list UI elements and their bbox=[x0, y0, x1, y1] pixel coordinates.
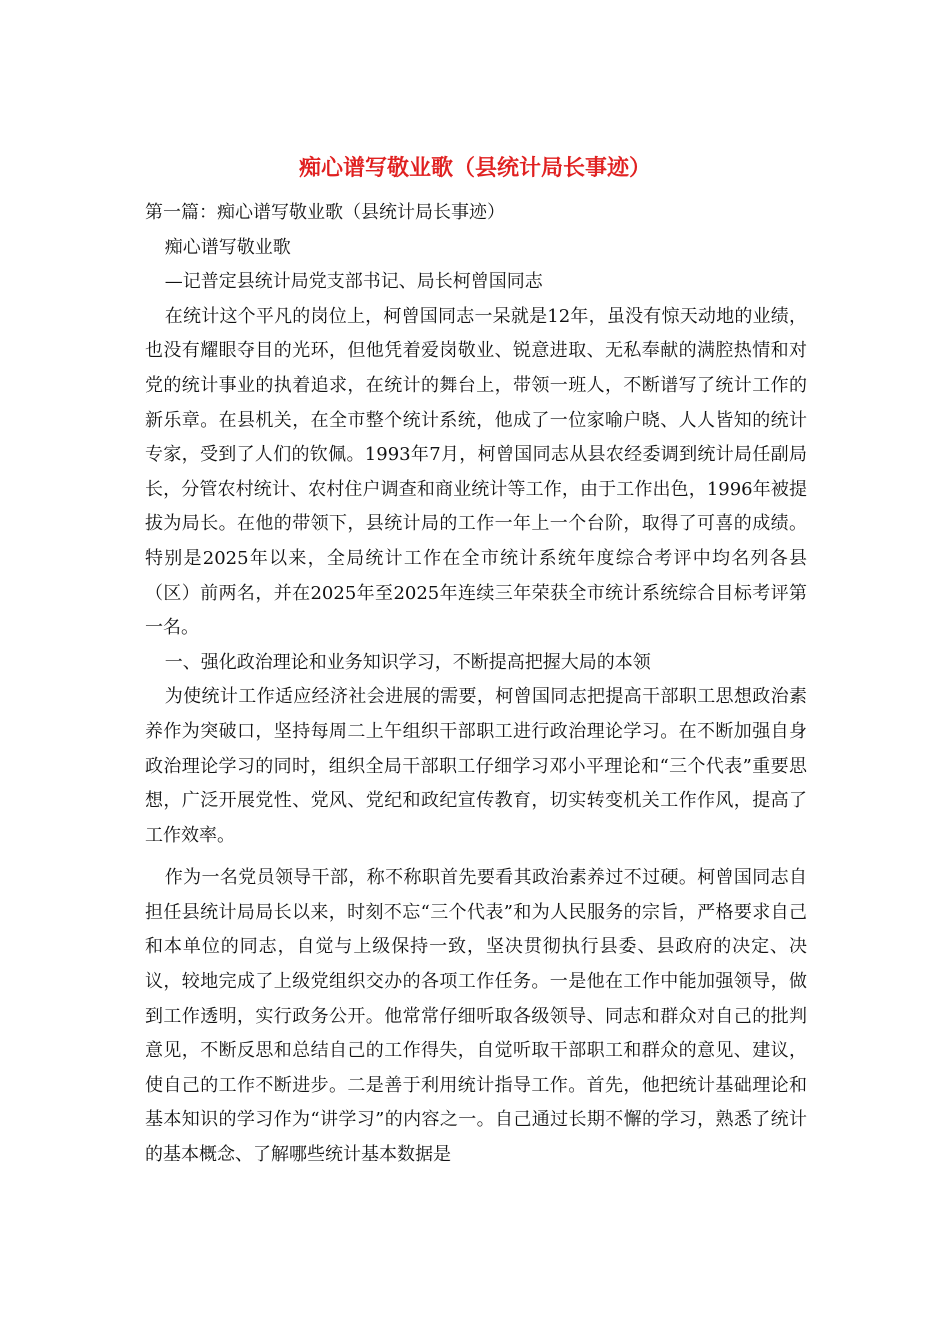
document-title: 痴心谱写敬业歌（县统计局长事迹） bbox=[298, 155, 651, 181]
document-body bbox=[145, 196, 807, 1173]
paragraph-body: 为使统计工作适应经济社会进展的需要，柯曾国同志把提高干部职工思想政治素养作为突破口，坚持每周二上午组织干部职工进行政治理论学习。在不断加强自身政治理论学习的同时，组织全局干部职工仔细学习邓小平理论和“三个代表”重要思想，广泛开展党性、党风、党纪和政纪宣传教育，切实转变机关工作作风，提高了工作效率。 bbox=[145, 686, 807, 846]
paragraph-article-title: 痴心谱写敬业歌 bbox=[164, 236, 291, 258]
paragraph-subtitle: —记普定县统计局党支部书记、局长柯曾国同志 bbox=[164, 271, 543, 293]
paragraph-chapter-heading: 第一篇：痴心谱写敬业歌（县统计局长事迹） bbox=[145, 202, 505, 223]
paragraph-body: 在统计这个平凡的岗位上，柯曾国同志一呆就是12年，虽没有惊天动地的业绩，也没有耀眼夺目的光环，但他凭着爱岗敬业、锐意进取、无私奉献的满腔热情和对党的统计事业的执着追求，在统计的舞台上，带领一班人，不断谱写了统计工作的新乐章。在县机关，在全市整个统计系统，他成了一位家喻户晓、人人皆知的统计专家，受到了人们的钦佩。1993年7月，柯曾国同志从县农经委调到统计局任副局长，分管农村统计、农村住户调查和商业统计等工作，由于工作出色，1996年被提拔为局长。在他的带领下，县统计局的工作一年上一个台阶，取得了可喜的成绩。特别是2025年以来，全局统计工作在全市统计系统年度综合考评中均名列各县（区）前两名，并在2025年至2025年连续三年荣获全市统计系统综合目标考评第一名。 bbox=[145, 305, 807, 639]
paragraph-section-heading: 一、强化政治理论和业务知识学习，不断提高把握大局的本领 bbox=[164, 651, 651, 673]
paragraph-body: 作为一名党员领导干部，称不称职首先要看其政治素养过不过硬。柯曾国同志自担任县统计局局长以来，时刻不忘“三个代表”和为人民服务的宗旨，严格要求自己和本单位的同志，自觉与上级保持一致，坚决贯彻执行县委、县政府的决定、决议，较地完成了上级党组织交办的各项工作任务。一是他在工作中能加强领导，做到工作透明，实行政务公开。他常常仔细听取各级领导、同志和群众对自己的批判意见，不断反思和总结自己的工作得失，自觉听取干部职工和群众的意见、建议，使自己的工作不断进步。二是善于利用统计指导工作。首先，他把统计基础理论和基本知识的学习作为“讲学习”的内容之一。自己通过长期不懈的学习，熟悉了统计的基本概念、了解哪些统计基本数据是 bbox=[145, 867, 807, 1166]
